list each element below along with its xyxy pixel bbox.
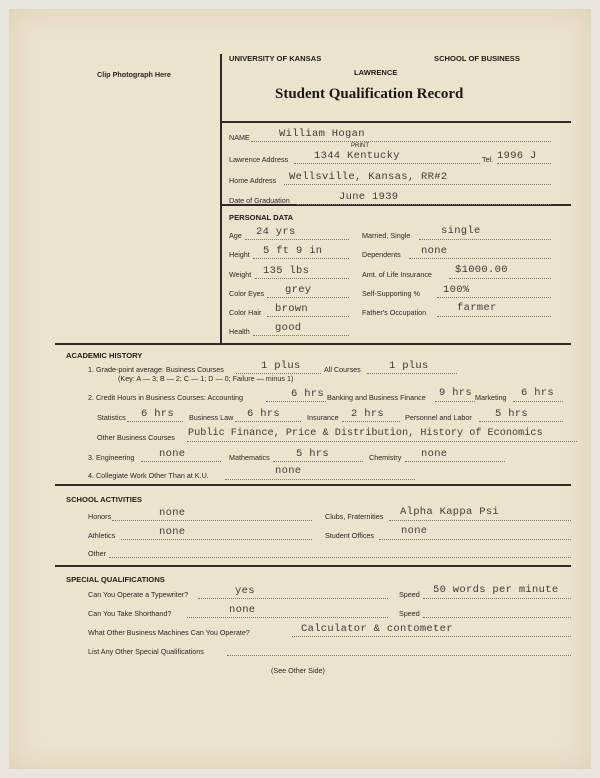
personal-heading: PERSONAL DATA bbox=[229, 213, 294, 222]
machines-value: Calculator & contometer bbox=[301, 623, 453, 635]
age-label: Age bbox=[229, 231, 242, 240]
vertical-divider bbox=[220, 54, 222, 344]
print-note: PRINT bbox=[351, 143, 369, 149]
photo-note: Clip Photograph Here bbox=[97, 70, 171, 79]
married-value: single bbox=[441, 225, 481, 237]
typewriter-value: yes bbox=[235, 585, 255, 597]
typewriter-label: Can You Operate a Typewriter? bbox=[88, 590, 189, 599]
business-law-label: Business Law bbox=[189, 413, 234, 422]
university-name: UNIVERSITY OF KANSAS bbox=[229, 54, 322, 63]
city-name: LAWRENCE bbox=[354, 68, 398, 77]
collegiate-label: 4. Collegiate Work Other Than at K.U. bbox=[88, 471, 209, 480]
form-title: Student Qualification Record bbox=[275, 86, 464, 102]
marketing-label: Marketing bbox=[475, 393, 507, 402]
activities-rule bbox=[55, 484, 571, 486]
other-activities-label: Other bbox=[88, 549, 106, 558]
married-label: Married, Single bbox=[362, 231, 411, 240]
special-rule bbox=[55, 565, 571, 567]
other-courses-value: Public Finance, Price & Distribution, History of Economics bbox=[188, 428, 543, 439]
accounting-value: 6 hrs bbox=[291, 388, 325, 400]
record-card bbox=[9, 9, 591, 769]
age-value: 24 yrs bbox=[256, 226, 296, 238]
self-support-label: Self-Supporting % bbox=[362, 289, 420, 298]
shorthand-speed-label: Speed bbox=[399, 609, 420, 618]
insurance-hours-value: 2 hrs bbox=[351, 408, 385, 420]
hair-label: Color Hair bbox=[229, 308, 262, 317]
insurance-hours-label: Insurance bbox=[307, 413, 339, 422]
graduation-label: Date of Graduation bbox=[229, 196, 290, 205]
statistics-label: Statistics bbox=[97, 413, 126, 422]
all-courses-label: All Courses bbox=[324, 365, 361, 374]
name-value: William Hogan bbox=[279, 128, 365, 140]
eyes-value: grey bbox=[285, 284, 312, 296]
engineering-value: none bbox=[159, 448, 186, 460]
home-address-label: Home Address bbox=[229, 176, 277, 185]
typing-speed-value: 50 words per minute bbox=[433, 584, 559, 596]
lawrence-address-label: Lawrence Address bbox=[229, 155, 289, 164]
see-other-side-note: (See Other Side) bbox=[271, 666, 325, 675]
honors-label: Honors bbox=[88, 512, 112, 521]
tel-label: Tel. bbox=[482, 155, 494, 164]
chemistry-label: Chemistry bbox=[369, 453, 402, 462]
health-value: good bbox=[275, 322, 302, 334]
offices-label: Student Offices bbox=[325, 531, 375, 540]
chemistry-value: none bbox=[421, 448, 448, 460]
athletics-value: none bbox=[159, 526, 186, 538]
gpa-label: 1. Grade-point average: Business Courses bbox=[88, 365, 224, 374]
eyes-label: Color Eyes bbox=[229, 289, 265, 298]
honors-value: none bbox=[159, 507, 186, 519]
lawrence-address-value: 1344 Kentucky bbox=[314, 150, 400, 162]
weight-label: Weight bbox=[229, 270, 252, 279]
health-label: Health bbox=[229, 327, 250, 336]
insurance-amount-label: Amt. of Life Insurance bbox=[362, 270, 432, 279]
banking-value: 9 hrs bbox=[439, 387, 473, 399]
tel-value: 1996 J bbox=[497, 150, 537, 162]
academic-heading: ACADEMIC HISTORY bbox=[66, 351, 143, 360]
graduation-value: June 1939 bbox=[339, 191, 399, 203]
name-label: NAME bbox=[229, 133, 250, 142]
insurance-amount-value: $1000.00 bbox=[455, 264, 508, 276]
home-address-value: Wellsville, Kansas, RR#2 bbox=[289, 171, 448, 183]
mathematics-value: 5 hrs bbox=[296, 448, 330, 460]
occupation-label: Father's Occupation bbox=[362, 308, 427, 317]
shorthand-label: Can You Take Shorthand? bbox=[88, 609, 172, 618]
header-rule bbox=[220, 121, 571, 123]
activities-heading: SCHOOL ACTIVITIES bbox=[66, 495, 142, 504]
collegiate-value: none bbox=[275, 465, 302, 477]
weight-value: 135 lbs bbox=[263, 265, 310, 277]
height-value: 5 ft 9 in bbox=[263, 245, 323, 257]
academic-rule bbox=[55, 343, 571, 345]
mathematics-label: Mathematics bbox=[229, 453, 270, 462]
personnel-value: 5 hrs bbox=[495, 408, 529, 420]
typing-speed-label: Speed bbox=[399, 590, 420, 599]
dependents-value: none bbox=[421, 245, 448, 257]
self-support-value: 100% bbox=[443, 284, 470, 296]
clubs-label: Clubs, Fraternities bbox=[325, 512, 384, 521]
offices-value: none bbox=[401, 525, 428, 537]
shorthand-value: none bbox=[229, 604, 256, 616]
statistics-value: 6 hrs bbox=[141, 408, 175, 420]
other-courses-label: Other Business Courses bbox=[97, 433, 175, 442]
machines-label: What Other Business Machines Can You Operate? bbox=[88, 628, 250, 637]
hair-value: brown bbox=[275, 303, 309, 315]
credit-hours-label: 2. Credit Hours in Business Courses: Accounting bbox=[88, 393, 244, 402]
special-heading: SPECIAL QUALIFICATIONS bbox=[66, 575, 165, 584]
gpa-business-value: 1 plus bbox=[261, 360, 301, 372]
dependents-label: Dependents bbox=[362, 250, 401, 259]
occupation-value: farmer bbox=[457, 302, 497, 314]
banking-label: Banking and Business Finance bbox=[327, 393, 426, 402]
athletics-label: Athletics bbox=[88, 531, 116, 540]
gpa-all-value: 1 plus bbox=[389, 360, 429, 372]
school-name: SCHOOL OF BUSINESS bbox=[434, 54, 520, 63]
engineering-label: 3. Engineering bbox=[88, 453, 135, 462]
other-qualifications-label: List Any Other Special Qualifications bbox=[88, 647, 204, 656]
marketing-value: 6 hrs bbox=[521, 387, 555, 399]
height-label: Height bbox=[229, 250, 250, 259]
personnel-label: Personnel and Labor bbox=[405, 413, 472, 422]
business-law-value: 6 hrs bbox=[247, 408, 281, 420]
grade-key: (Key: A — 3; B — 2; C — 1; D — 0; Failure — minus 1) bbox=[118, 374, 294, 383]
clubs-value: Alpha Kappa Psi bbox=[400, 506, 500, 518]
